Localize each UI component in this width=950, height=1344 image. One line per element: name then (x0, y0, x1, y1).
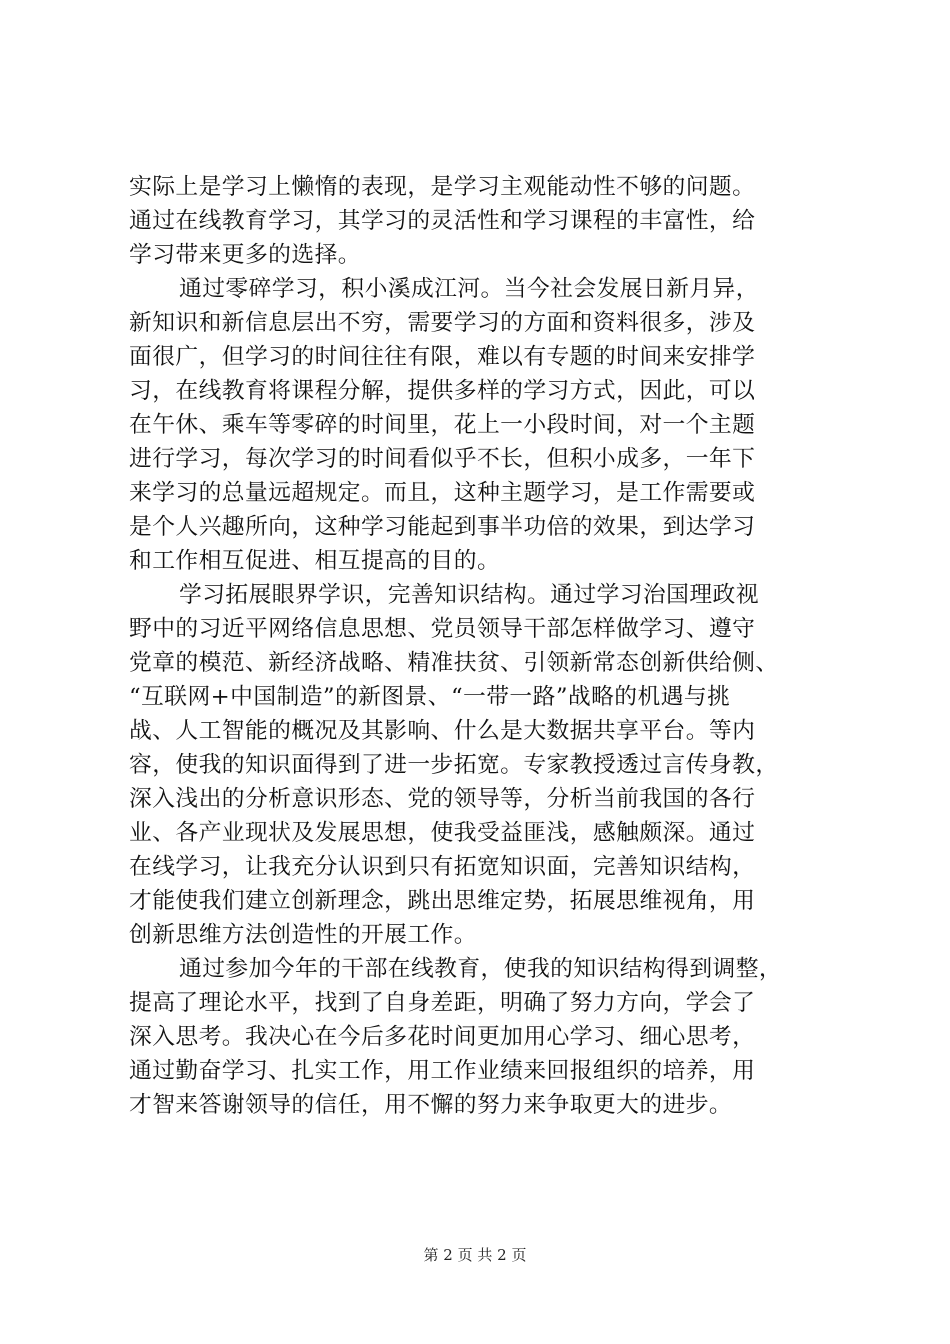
text-line: 是个人兴趣所向，这种学习能起到事半功倍的效果，到达学习 (129, 514, 756, 540)
text-line: 容，使我的知识面得到了进一步拓宽。专家教授透过言传身教， (129, 752, 779, 778)
text-line: 通过参加今年的干部在线教育，使我的知识结构得到调整， (179, 956, 783, 982)
page-footer: 第 2 页 共 2 页 (423, 1246, 527, 1264)
text-line: 和工作相互促进、相互提高的目的。 (129, 548, 501, 574)
text-line: 党章的模范、新经济战略、精准扶贫、引领新常态创新供给侧、 (129, 650, 779, 676)
text-line: 在午休、乘车等零碎的时间里，花上一小段时间，对一个主题 (129, 412, 756, 438)
text-line: 战、人工智能的概况及其影响、什么是大数据共享平台。等内 (129, 718, 756, 744)
text-line: “互联网+中国制造”的新图景、“一带一路”战略的机遇与挑 (129, 684, 731, 710)
text-line: 才智来答谢领导的信任，用不懈的努力来争取更大的进步。 (129, 1092, 733, 1118)
text-line: 业、各产业现状及发展思想，使我受益匪浅，感触颇深。通过 (129, 820, 756, 846)
text-line: 进行学习，每次学习的时间看似乎不长，但积小成多，一年下 (129, 446, 756, 472)
text-line: 提高了理论水平，找到了自身差距，明确了努力方向，学会了 (129, 990, 756, 1016)
text-line: 创新思维方法创造性的开展工作。 (129, 922, 477, 948)
text-line: 深入思考。我决心在今后多花时间更加用心学习、细心思考， (129, 1024, 756, 1050)
text-line: 习，在线教育将课程分解，提供多样的学习方式，因此，可以 (129, 378, 756, 404)
document-body (129, 170, 829, 1122)
text-line: 通过零碎学习，积小溪成江河。当今社会发展日新月异， (179, 276, 759, 302)
text-line: 实际上是学习上懒惰的表现，是学习主观能动性不够的问题。 (129, 174, 756, 200)
text-line: 新知识和新信息层出不穷，需要学习的方面和资料很多，涉及 (129, 310, 756, 336)
text-line: 通过勤奋学习、扎实工作，用工作业绩来回报组织的培养，用 (129, 1058, 756, 1084)
text-line: 在线学习，让我充分认识到只有拓宽知识面，完善知识结构， (129, 854, 756, 880)
text-line: 深入浅出的分析意识形态、党的领导等，分析当前我国的各行 (129, 786, 756, 812)
text-line: 野中的习近平网络信息思想、党员领导干部怎样做学习、遵守 (129, 616, 756, 642)
text-line: 学习拓展眼界学识，完善知识结构。通过学习治国理政视 (179, 582, 759, 608)
text-line: 才能使我们建立创新理念，跳出思维定势，拓展思维视角，用 (129, 888, 756, 914)
text-line: 来学习的总量远超规定。而且，这种主题学习，是工作需要或 (129, 480, 756, 506)
text-line: 通过在线教育学习，其学习的灵活性和学习课程的丰富性，给 (129, 208, 756, 234)
text-line: 面很广，但学习的时间往往有限，难以有专题的时间来安排学 (129, 344, 756, 370)
text-line: 学习带来更多的选择。 (129, 242, 361, 268)
